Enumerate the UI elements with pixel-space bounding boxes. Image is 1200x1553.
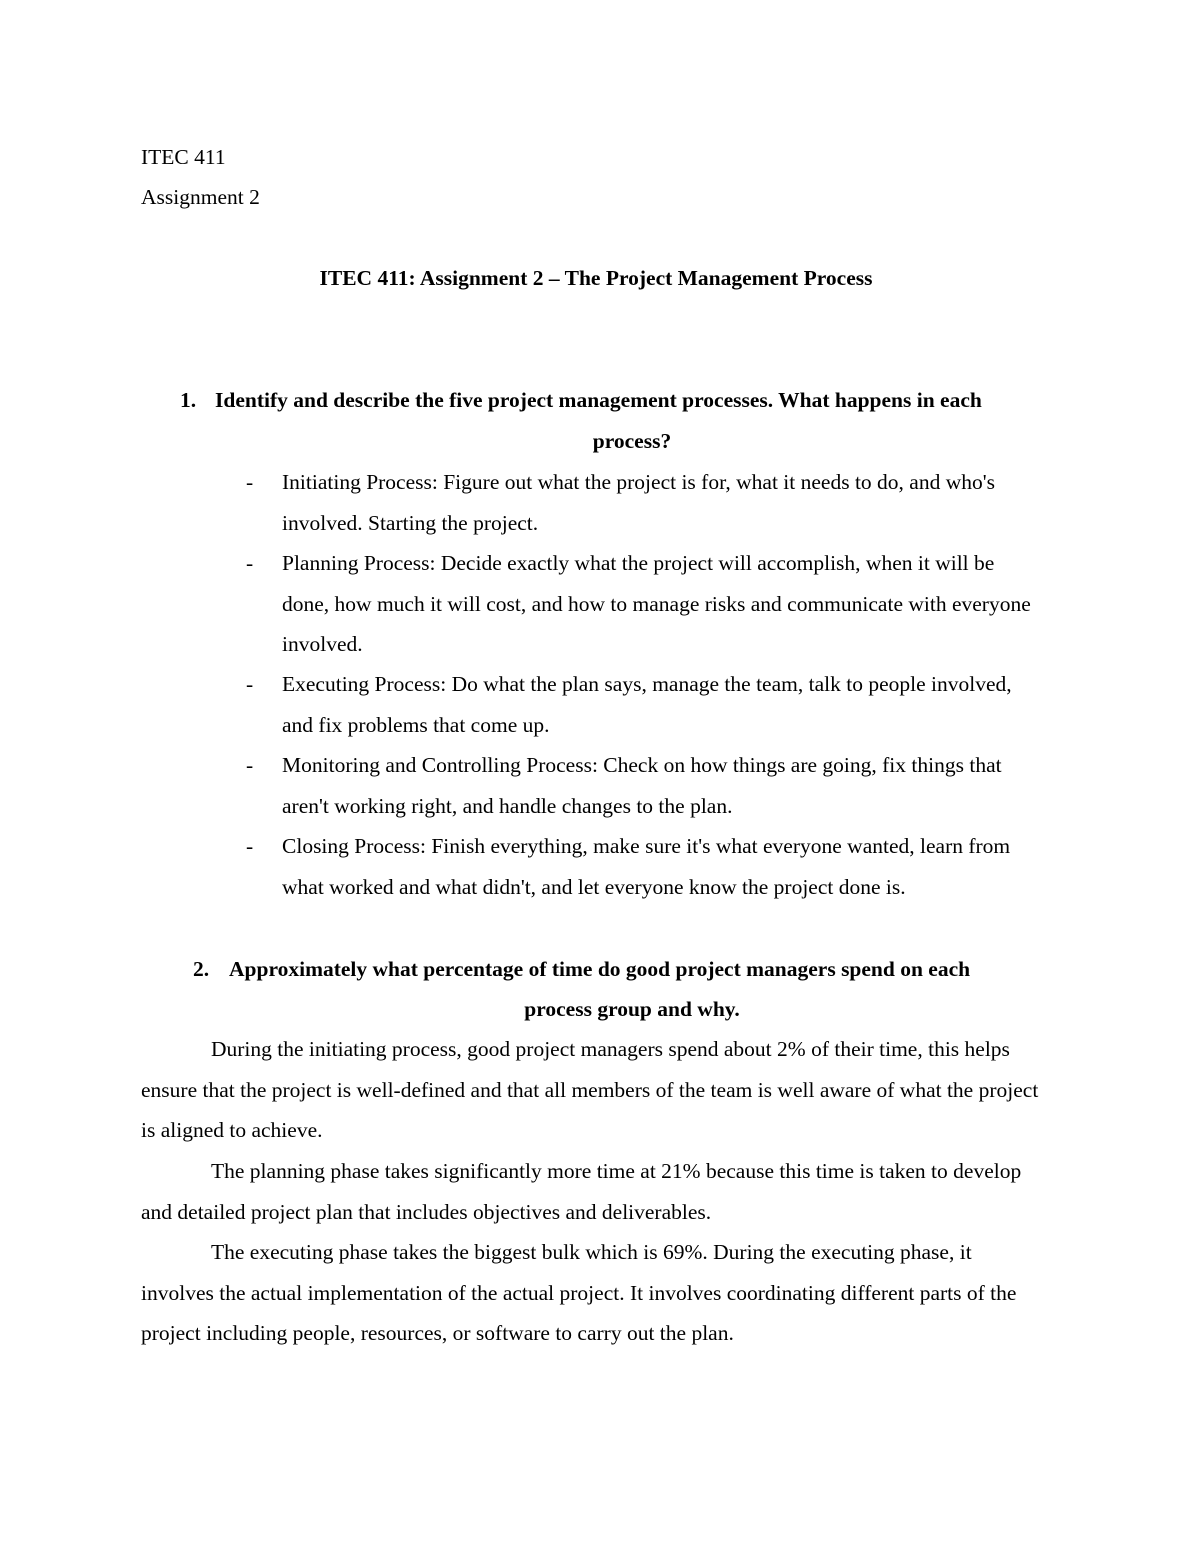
question-2-number: 2.	[193, 957, 210, 981]
bullet-dash: -	[246, 470, 254, 494]
question-1-text-line-1: Identify and describe the five project management processes. What happens in each	[215, 388, 982, 412]
bullet-initiating: Initiating Process: Figure out what the project is for, what it needs to do, and who's involved. Starting the project.	[282, 470, 995, 535]
bullet-dash: -	[246, 672, 254, 696]
assignment-label: Assignment 2	[141, 185, 260, 209]
bullet-dash: -	[246, 753, 254, 777]
question-2-text-line-1: Approximately what percentage of time do good project managers spend on each	[229, 957, 971, 981]
bullet-executing: Executing Process: Do what the plan says, manage the team, talk to people involved, and fix problems that come up.	[282, 672, 1012, 737]
course-code: ITEC 411	[141, 145, 226, 169]
question-1-number: 1.	[180, 388, 197, 412]
bullet-monitoring: Monitoring and Controlling Process: Check on how things are going, fix things that aren't working right, and handle changes to the plan.	[282, 753, 1002, 818]
answer-paragraph-initiating: During the initiating process, good project managers spend about 2% of their time, this helps ensure that the project is well-defined and that all members of the team is well aware of what the project is aligned to achieve.	[141, 1037, 1039, 1142]
bullet-closing: Closing Process: Finish everything, make sure it's what everyone wanted, learn from what worked and what didn't, and let everyone know the project done is.	[282, 834, 1011, 899]
bullet-planning: Planning Process: Decide exactly what the project will accomplish, when it will be done, how much it will cost, and how to manage risks and communicate with everyone involved.	[282, 551, 1031, 656]
bullet-dash: -	[246, 551, 254, 575]
answer-paragraph-executing: The executing phase takes the biggest bulk which is 69%. During the executing phase, it involves the actual implementation of the actual project. It involves coordinating different parts of the project including people, resources, or software to carry out the plan.	[141, 1240, 1017, 1345]
question-2-text-line-2: process group and why.	[524, 997, 740, 1021]
answer-paragraph-planning: The planning phase takes significantly more time at 21% because this time is taken to develop and detailed project plan that includes objectives and deliverables.	[141, 1159, 1022, 1224]
bullet-dash: -	[246, 834, 254, 858]
document-title: ITEC 411: Assignment 2 – The Project Management Process	[319, 266, 873, 290]
question-1-text-line-2: process?	[592, 429, 672, 453]
